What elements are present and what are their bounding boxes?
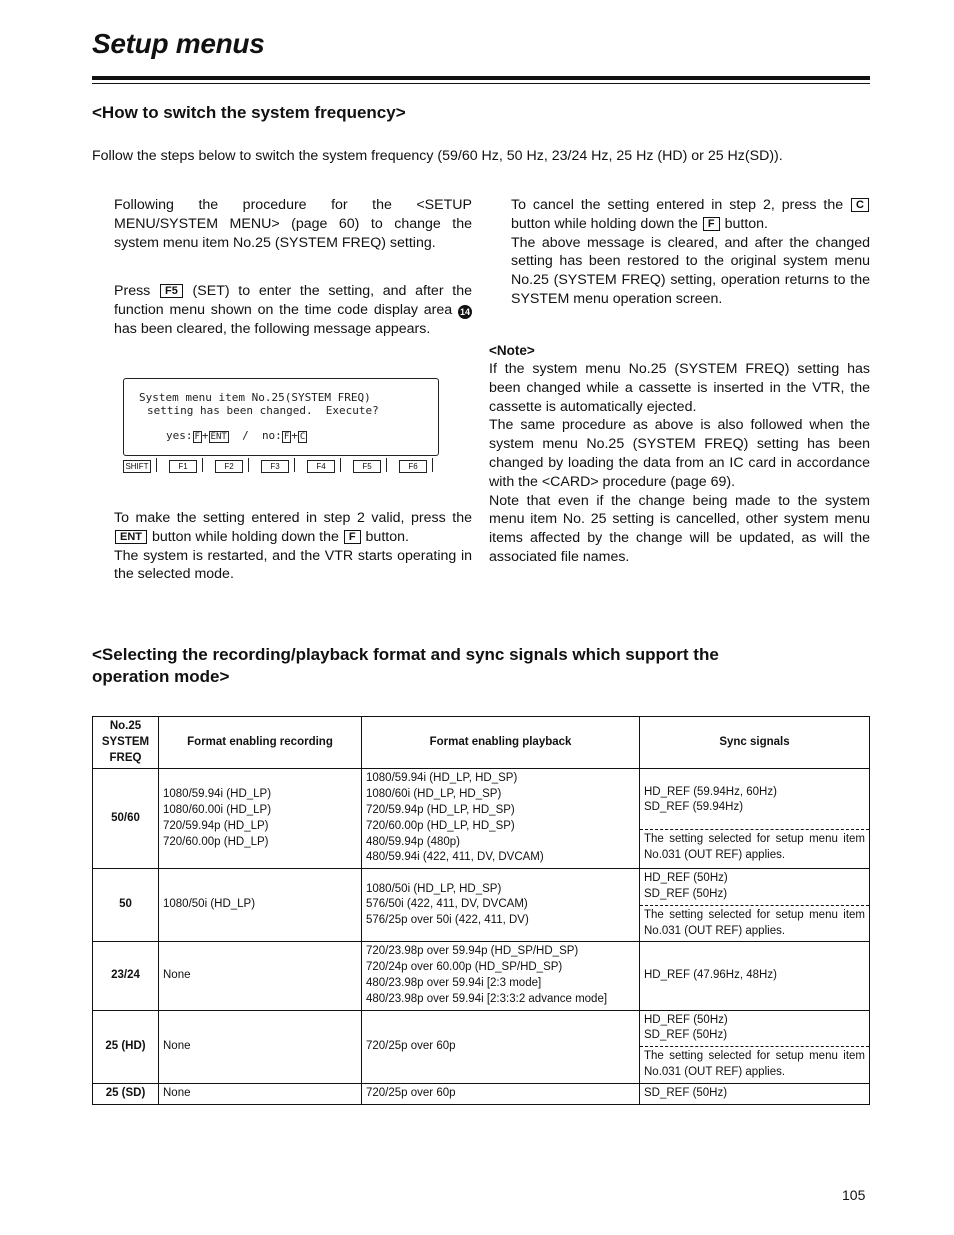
cell-sync: HD_REF (47.96Hz, 48Hz) [640, 942, 870, 1010]
cancel-line2: The above message is cleared, and after the changed setting has been restored to the original system menu No.25 (SYSTEM FREQ) setting, operation returns to the SYSTEM menu operation screen. [511, 234, 870, 307]
cell-playback: 1080/59.94i (HD_LP, HD_SP) 1080/60i (HD_LP, HD_SP) 720/59.94p (HD_LP, HD_SP) 720/60.00p (HD_LP, HD_SP) 480/59.94p (480p) 480/59.94i (422, 411, DV, DVCAM) [362, 769, 640, 869]
sync-signals: HD_REF (50Hz) SD_REF (50Hz) [644, 872, 728, 900]
cell-freq: 50/60 [93, 769, 159, 869]
fkey-f5: F5 [353, 460, 381, 473]
header-system-freq: No.25 SYSTEM FREQ [93, 717, 159, 769]
title-rule-thin [92, 83, 870, 84]
header-format-recording: Format enabling recording [159, 717, 362, 769]
step-2-mid: (SET) to enter the setting, and after the function menu shown on the time code display area [114, 283, 472, 318]
fkey-divider [294, 458, 295, 472]
header-format-playback: Format enabling playback [362, 717, 640, 769]
fkey-f6: F6 [399, 460, 427, 473]
cancel-mid: button while holding down the [511, 215, 698, 232]
format-table [92, 716, 870, 1105]
section-heading-format [92, 644, 872, 688]
lcd-key-ent: ENT [210, 432, 227, 442]
sync-signals: HD_REF (50Hz) SD_REF (50Hz) [644, 1013, 728, 1042]
section-heading-frequency: <How to switch the system frequency> [92, 103, 406, 122]
cell-freq: 23/24 [93, 942, 159, 1010]
cell-freq: 25 (SD) [93, 1083, 159, 1104]
ent-key: ENT [115, 530, 147, 544]
cell-recording: 1080/50i (HD_LP) [159, 869, 362, 942]
sync-signals: HD_REF (59.94Hz, 60Hz) SD_REF (59.94Hz) [644, 785, 777, 814]
table-row [93, 942, 870, 1010]
fkey-f4: F4 [307, 460, 335, 473]
note-paragraph-2: The same procedure as above is also followed when the system menu No.25 (SYSTEM FREQ) setting has been changed by loading the data from an IC card in accordance with the <CARD> procedure (page 69). [489, 417, 870, 490]
lcd-line-3 [166, 429, 307, 443]
lcd-key-f-2: F [283, 432, 290, 442]
step-3-mid: button while holding down the [151, 528, 339, 545]
table-row [93, 769, 870, 869]
intro-text: Follow the steps below to switch the system frequency (59/60 Hz, 50 Hz, 23/24 Hz, 25 Hz (HD) or 25 Hz(SD)). [92, 148, 783, 164]
sync-note: The setting selected for setup menu item No.031 (OUT REF) applies. [640, 905, 869, 942]
display-area-number-icon: 14 [459, 306, 470, 317]
f-key: F [703, 217, 720, 231]
sync-note: The setting selected for setup menu item No.031 (OUT REF) applies. [640, 1046, 869, 1083]
fkey-f1: F1 [169, 460, 197, 473]
cell-freq: 25 (HD) [93, 1010, 159, 1083]
cell-playback: 1080/50i (HD_LP, HD_SP) 576/50i (422, 411, DV, DVCAM) 576/25p over 50i (422, 411, DV) [362, 869, 640, 942]
section-heading-format-line1: <Selecting the recording/playback format and sync signals which support the [92, 645, 719, 664]
step-3-text [114, 509, 472, 584]
cancel-pre: To cancel the setting entered in step 2, press the [511, 197, 844, 213]
lcd-yes-label: yes: [166, 429, 193, 442]
note-paragraph-3: Note that even if the change being made to the system menu item No. 25 setting is cancelled, other system menu items affected by the change will be updated, as will the associated file names. [489, 492, 870, 565]
f-key: F [344, 530, 361, 544]
header-sync-signals: Sync signals [640, 717, 870, 769]
fkey-divider [156, 458, 157, 472]
lcd-message-display [123, 378, 439, 456]
cell-sync: SD_REF (50Hz) [640, 1083, 870, 1104]
table-row [93, 1083, 870, 1104]
page-title: Setup menus [92, 28, 265, 59]
note-body [489, 360, 870, 567]
fkey-divider [340, 458, 341, 472]
fkey-divider [432, 458, 433, 472]
table-header-row [93, 717, 870, 769]
lcd-slash: / [242, 429, 249, 442]
step-2-post: has been cleared, the following message appears. [114, 320, 431, 337]
f5-key: F5 [160, 284, 183, 298]
cell-recording: None [159, 1010, 362, 1083]
cell-playback: 720/25p over 60p [362, 1083, 640, 1104]
cancel-text [511, 196, 870, 309]
cancel-post: button. [724, 215, 768, 232]
lcd-no-label: no: [261, 429, 282, 442]
note-heading: <Note> [489, 343, 535, 358]
cell-freq: 50 [93, 869, 159, 942]
page-number: 105 [842, 1187, 866, 1203]
c-key: C [851, 198, 869, 212]
cell-playback: 720/25p over 60p [362, 1010, 640, 1083]
lcd-key-f: F [194, 432, 200, 442]
title-rule [92, 76, 870, 80]
lcd-plus-2: + [291, 429, 298, 442]
fkey-f2: F2 [215, 460, 243, 473]
fkey-divider [248, 458, 249, 472]
fkey-divider [386, 458, 387, 472]
cell-sync [640, 769, 870, 869]
step-3-line2: The system is restarted, and the VTR starts operating in the selected mode. [114, 547, 472, 583]
step-3-post: button. [365, 528, 409, 545]
section-heading-format-line2: operation mode> [92, 667, 230, 686]
cell-recording: None [159, 942, 362, 1010]
cell-recording: 1080/59.94i (HD_LP) 1080/60.00i (HD_LP) 720/59.94p (HD_LP) 720/60.00p (HD_LP) [159, 769, 362, 869]
sync-note: The setting selected for setup menu item No.031 (OUT REF) applies. [640, 829, 869, 866]
cell-sync [640, 1010, 870, 1083]
step-1-text: Following the procedure for the <SETUP MENU/SYSTEM MENU> (page 60) to change the system menu item No.25 (SYSTEM FREQ) setting. [114, 197, 472, 251]
cell-sync [640, 869, 870, 942]
cell-playback: 720/23.98p over 59.94p (HD_SP/HD_SP) 720/24p over 60.00p (HD_SP/HD_SP) 480/23.98p over 59.94i [2:3 mode] 480/23.98p over 59.94i [2:3:3:2 advance mode] [362, 942, 640, 1010]
note-paragraph-1: If the system menu No.25 (SYSTEM FREQ) setting has been changed while a cassette is inserted in the VTR, the cassette is automatically ejected. [489, 361, 870, 415]
step-2-text [114, 282, 472, 338]
lcd-key-c: C [299, 432, 306, 442]
step-2-pre: Press [114, 283, 151, 299]
cell-recording: None [159, 1083, 362, 1104]
lcd-line-2: setting has been changed. Execute? [147, 404, 379, 417]
step-3-pre: To make the setting entered in step 2 valid, press the [114, 510, 472, 526]
function-key-row [123, 460, 443, 473]
fkey-shift: SHIFT [123, 460, 151, 473]
lcd-line-1: System menu item No.25(SYSTEM FREQ) [139, 391, 371, 404]
lcd-plus: + [201, 429, 209, 442]
fkey-f3: F3 [261, 460, 289, 473]
fkey-divider [202, 458, 203, 472]
table-row [93, 1010, 870, 1083]
table-row [93, 869, 870, 942]
